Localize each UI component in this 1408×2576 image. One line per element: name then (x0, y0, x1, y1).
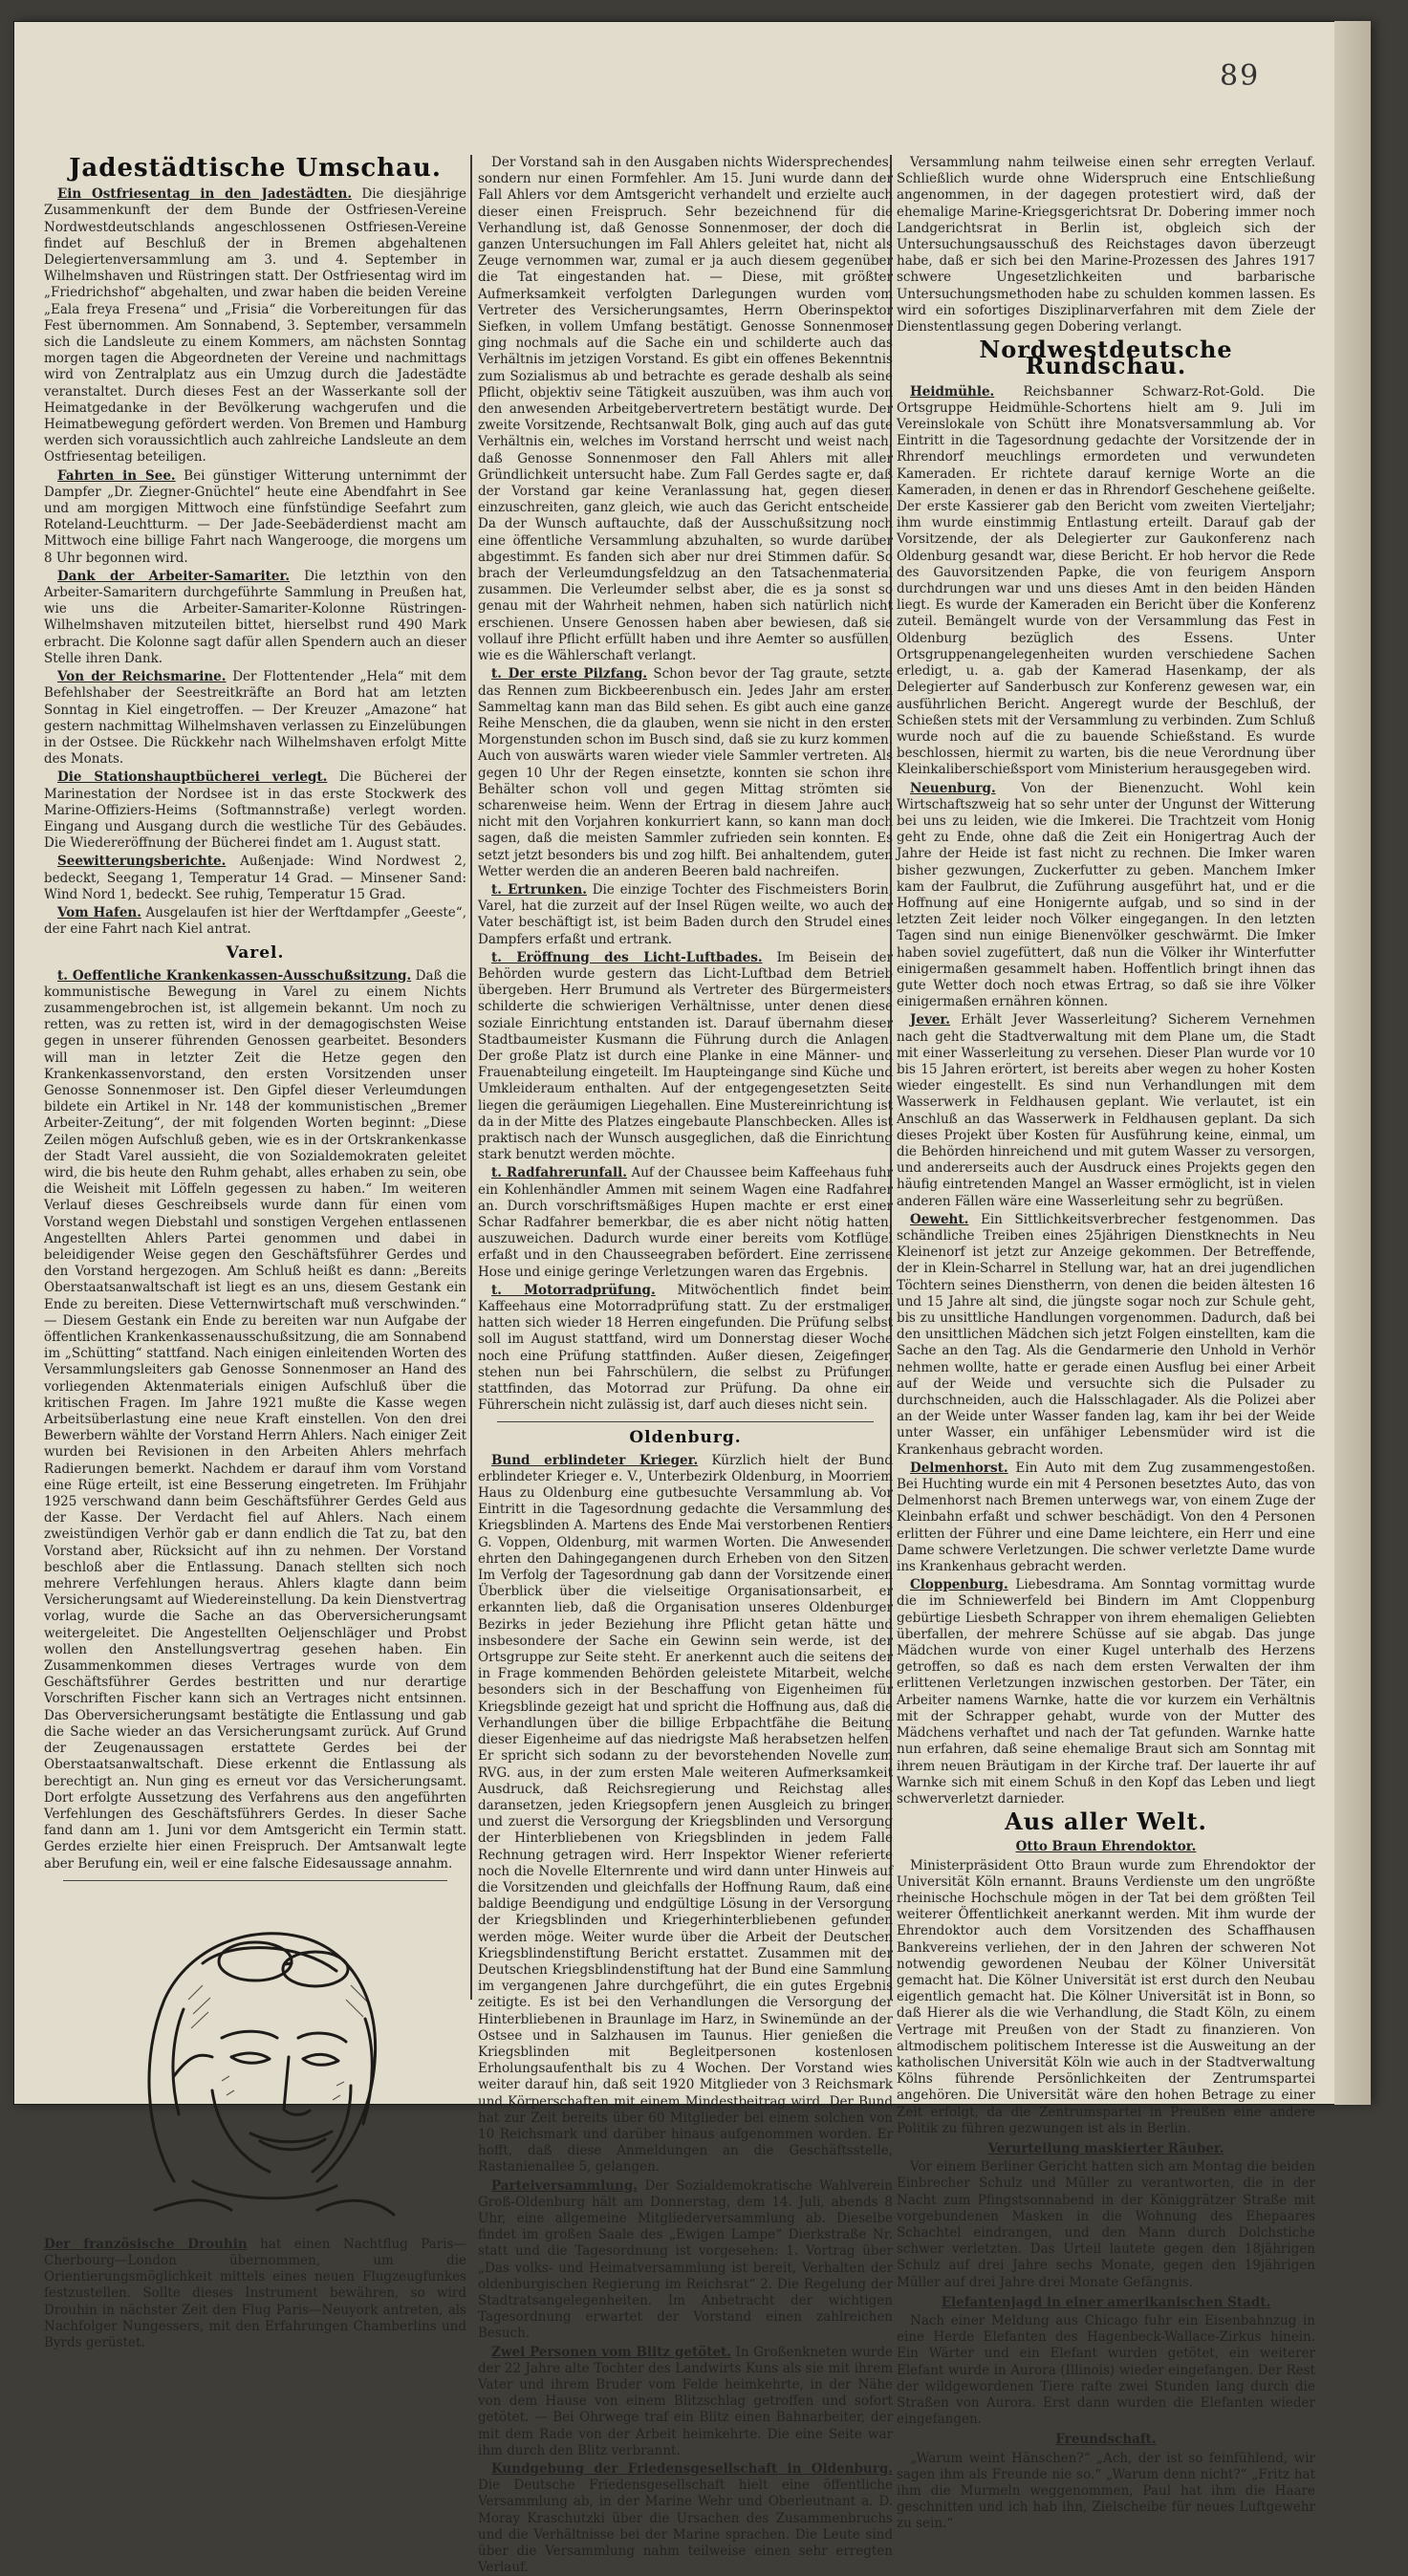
article-title: Neuenburg. (910, 780, 996, 796)
section-varel: Varel. (226, 943, 285, 963)
article-text: Erhält Jever Wasserleitung? Sicherem Vernehmen nach geht die Stadtverwaltung mit dem Plane um, die Stadt mit einer Wasserleitung zu versehen. Dieser Plan wurde vor 10 bis 15 Jahren erörtert, ist bereits aber wegen zu hoher Kosten wieder eingestellt. Es sind nun Verhandlungen mit dem Wasserwerk in Feldhausen geplant. Wie verlautet, ist ein Anschluß an das Wasserwerk in Feldhausen geplant. Da sich dieses Projekt über Kosten für Ausführung keine, einmal, um die Behörden hinreichend und mit gutem Wasser zu versorgen, und andererseits auch der Ausdruck eines Projekts gegen den häufig eintretenden Mangel an Wasser ermöglicht, ist in vielen anderen Fällen wäre eine Wasserleitung sehr zu begrüßen. (897, 1012, 1315, 1209)
article-title: t. Radfahrerunfall. (491, 1165, 627, 1181)
article-paragraph (897, 2451, 1315, 2533)
article-list (44, 968, 466, 1872)
article-text: Die Bücherei der Marinestation der Nordsee ist in das erste Stockwerk des Marine-Offiziers-Heims (Softmannstraße) verlegt worden. Eingang und Ausgang durch die westliche Tür des Gebäudes. Die Wiedereröffnung der Bücherei findet am 1. August statt. (44, 769, 466, 852)
article-text: Die Deutsche Friedensgesellschaft hielt eine öffentliche Versammlung ab, in der Marine Wehr und Oberleutnant a. D. Moray Kraschutzki über die Ursachen des Zusammenbruchs und die Verhältnisse bei der Marine sprachen. Die Leute sind über die Versammlung nahm teilweise einen sehr erregten Verlauf. (478, 2478, 893, 2576)
article-paragraph (478, 2345, 893, 2459)
article-text: Die diesjährige Zusammenkunft der dem Bunde der Ostfriesen-Vereine Nordwestdeutschlands angeschlossenen Ostfriesen-Vereine findet auf Beschluß der in Bremen abgehaltenen Delegiertenversammlung am 3. und 4. September in Wilhelmshaven und Rüstringen statt. Der Ostfriesentag wird im „Friedrichshof“ abgehalten, und zwar haben die beiden Vereine „Eala freya Fresena“ und „Frisia“ die Vorbereitungen für das Fest übernommen. Am Sonnabend, 3. September, versammeln sich die Landsleute zu einem Kommers, am nächsten Sonntag morgen tagen die Abgeordneten der Vereine und nachmittags wird von Zentralplatz aus ein Umzug durch die Jadestädte veranstaltet. Durch dieses Fest an der Wasserkante soll der Heimatgedanke in der Bevölkerung wachgerufen und die Heimatbewegung gefördert werden. Von Bremen und Hamburg werden sich voraussichtlich auch zahlreiche Landsleute an dem Ostfriesentag beteiligen. (44, 186, 467, 465)
article-paragraph (897, 1461, 1315, 1575)
article-text: Außenjade: Wind Nordwest 2, bedeckt, Seegang 1, Temperatur 14 Grad. — Minsener Sand: Wind Nord 1, bedeckt. See ruhig, Temperatur 15 Grad. (44, 854, 466, 902)
article-paragraph (478, 1453, 893, 2176)
article-paragraph (897, 1577, 1315, 1808)
column-right (897, 155, 1315, 2532)
article-paragraph (897, 1858, 1315, 2137)
article-paragraph (897, 1212, 1315, 1459)
article-title: Heidmühle. (910, 383, 995, 400)
headline-nordwestdeutsche: Nordwestdeutsche Rundschau. (979, 336, 1233, 380)
article-title: Jever. (910, 1012, 950, 1028)
article-title: t. Der erste Pilzfang. (491, 666, 648, 682)
article-title: Freundschaft. (1055, 2432, 1157, 2448)
article-paragraph (44, 468, 466, 567)
article-paragraph (478, 1165, 893, 1280)
article-text: Die einzige Tochter des Fischmeisters Borin, Varel, hat die zurzeit auf der Insel Rügen weilte, wo auch der Vater beschäftigt ist, ist beim Baden durch den Strudel eines Dampfers erfaßt und ertrank. (478, 881, 893, 947)
article-paragraph (897, 1012, 1315, 1209)
page-edge (1334, 21, 1371, 2105)
article-paragraph (478, 2461, 893, 2576)
article-text: Schon bevor der Tag graute, setzte das Rennen zum Bickbeerenbusch ein. Jedes Jahr am ersten Sammeltag kann man das Bild sehen. Es gibt auch eine ganze Reihe Menschen, die da glauben, wenn sie nicht in den ersten Morgenstunden schon im Busch sind, daß sie zu kurz kommen. Auch von auswärts waren wieder viele Sammler vertreten. Als gegen 10 Uhr der Regen einsetzte, konnten sie schon ihre Behälter schon voll und gegen Mittag strömten sie scharenweise heim. Wenn der Ertrag in diesem Jahre auch nicht mit den Vorjahren konkurriert kann, so kann man doch sagen, daß die meisten Sammler zufrieden sein konnten. Es setzt jetzt besonders bis und zog hilft. Bei anhaltendem, guten Wetter werden die an anderen Beeren bald nachreifen. (478, 666, 894, 879)
article-text: Nach einer Meldung aus Chicago fuhr ein Eisenbahnzug in eine Herde Elefanten des Hagenbeck-Wallace-Zirkus hinein. Ein Wärter und ein Elefant wurden getötet, ein weiterer Elefant wurde in Aurora (Illinois) wieder eingefangen. Der Rest der wildgewordenen Tiere rafte zwei Stunden lang durch die Straßen von Aurora. Erst dann wurden die Elefanten wieder eingefangen. (897, 2313, 1315, 2428)
article-title: Kundgebung der Friedensgesellschaft in Oldenburg. (491, 2461, 893, 2478)
article-title: Vom Hafen. (57, 904, 141, 920)
article-title: Parteiversammlung. (491, 2177, 638, 2194)
divider (63, 1880, 447, 1881)
article-paragraph (44, 968, 466, 1872)
headline-jadestaedtische: Jadestädtische Umschau. (69, 154, 442, 183)
article-list (44, 186, 466, 938)
article-paragraph (897, 384, 1315, 779)
article-text: Kürzlich hielt der Bund erblindeter Krieger e. V., Unterbezirk Oldenburg, in Moorriem Haus zu Oldenburg eine gutbesuchte Versammlung ab. Vor Eintritt in die Tagesordnung gedachte die Versammlung des Kriegsblinden A. Martens des Ende Mai verstorbenen Rentiers G. Voppen, Oldenburg, mit warmen Worten. Die Anwesenden ehrten den Dahingegangenen durch Erheben von den Sitzen. Im Verfolg der Tagesordnung gab dann der Vorsitzende einen Überblick über die vielseitige Organisationsarbeit, er erkannten lieb, daß die Organisation unseres Oldenburger Bezirks in jeder Beziehung ihre Pflicht getan hätte und insbesondere der Sache ein Gewinn sein werde, ist der Ortsgruppe zur Seite steht. Er anerkennt auch die seitens der in Frage kommenden Behörden geleistete Mitarbeit, welche besonders sich in der Beschaffung von Eigenheimen für Kriegsblinde gezeigt hat und spricht die Hoffnung aus, daß die Verhandlungen über die billige Erbpachtfähe die Beitung dieser Eigenheime auf das niedrigste Maß herabsetzen helfen. Er spricht sich sodann zu der bevorstehenden Novelle zum RVG. aus, in der zum ersten Male weiteren Aufmerksamkeit Ausdruck, daß Reichsregierung und Reichstag alles daransetzen, jeden Kriegsopfern jenen Ausgleich zu bringen und zuerst die Versorgung der Kriegsblinden und Versorgung der Hinterbliebenen von Kriegsblinden in jedem Falle Rechnung getragen wird. Herr Inspektor Wiener referierte noch die Novelle Elternrente und wird dann unter Hinweis auf die Vorsitzenden und gleichfalls der Hoffnung Raum, daß eine baldige Beendigung und endgültige Lösung in der Versorgung der Kriegsblinden und Kriegerhinterbliebenen gefunden werden möge. Weiter wurde über die Arbeit der Deutschen Kriegsblindenstiftung Bericht erstattet. Zusammen mit der Deutschen Kriegsblindenstiftung hat der Bund eine Sammlung im vergangenen Jahre durchgeführt, die ein gutes Ergebnis zeitigte. Es ist bei den Verhandlungen die Versorgung der Hinterbliebenen in Braunlage im Harz, in Swinemünde an der Ostsee und in Salzhausen im Taunus. Hier genießen die Kriegsblinden mit Begleitpersonen kostenlosen Erholungsaufenthalt bis zu 4 Wochen. Der Vorstand wies weiter darauf hin, daß seit 1920 Mitglieder von 3 Reichsmark und Körperschaften mit einem Mindestbeitrag wird. Der Bund hat zur Zeit bereits über 60 Mitglieder bei einem solchen von 10 Reichsmark und darüber hinaus aufgenommen worden. Er hofft, daß diese Anmeldungen an die Geschäftsstelle, Rastanienallee 5, gelangen. (478, 1452, 893, 2176)
article-title: Otto Braun Ehrendoktor. (1015, 1839, 1197, 1855)
article-paragraph (44, 569, 466, 667)
section-oldenburg: Oldenburg. (629, 1428, 742, 1448)
caption-lead: Der französische Drouhin (44, 2236, 248, 2252)
article-text: Ausgelaufen ist hier der Werftdampfer „Geeste“, der eine Fahrt nach Kiel antrat. (44, 904, 466, 938)
article-paragraph (44, 769, 466, 852)
article-text: Im Beisein der Behörden wurde gestern das Licht-Luftbad dem Betrieb übergeben. Herr Brumund als Vertreter des Bürgermeisters schilderte die schwierigen Verhältnisse, unter denen diese soziale Einrichtung entstanden ist. Darauf übernahm dieser Stadtbaumeister Kusmann die Führung durch die Anlagen. Der große Platz ist durch eine Planke in eine Männer- und Frauenabteilung eingeteilt. Im Haupteingange sind Küche und Umkleideraum enthalten. Auf der entgegengesetzten Seite liegen die geräumigen Liegehallen. Eine Mustereinrichtung ist da in der Mitte des Platzes eingebaute Planschbecken. Alles ist praktisch nach der Wunsch ausgeglichen, daß die Einrichtung stark benutzt werden möchte. (478, 949, 893, 1163)
article-text: Ein Auto mit dem Zug zusammengestoßen. Bei Huchting wurde ein mit 4 Personen besetztes Auto, das von Delmenhorst nach Bremen unterwegs war, von einem Zuge der Kleinbahn erfaßt und schwer beschädigt. Von den 4 Personen erlitten der Führer und eine Dame leichtere, ein Herr und eine Dame schwere Verletzungen. Die schwer verletzte Dame wurde ins Krankenhaus gebracht werden. (897, 1460, 1315, 1575)
article-paragraph (897, 2159, 1315, 2291)
article-list (897, 155, 1315, 336)
article-title: Delmenhorst. (910, 1460, 1008, 1476)
article-title: Fahrten in See. (57, 467, 176, 484)
article-text: Reichsbanner Schwarz-Rot-Gold. Die Ortsgruppe Heidmühle-Schortens hielt am 9. Juli im Vereinslokale von Schütt ihre Monatsversammlung ab. Vor Eintritt in die Tagesordnung gedachte der Vorsitzende der in Rhrendorf meuchlings ermordeten und verwundeten Kameraden. Er richtete darauf kernige Worte an die Kameraden, in denen er das in Rhrendorf Geschehene geißelte. Der erste Kassierer gab den Bericht vom zweiten Vierteljahr; ihm wurde einstimmig Entlastung erteilt. Darauf gab der Vorsitzende, der als Delegierter zur Gaukonferenz nach Oldenburg gesandt war, diese Bericht. Er hob hervor die Rede des Gauvorsitzenden Papke, die von feurigem Ansporn durchdrungen war und uns dieses Amt in den beiden Händen liegt. Es wurde der Kameraden ein Bericht über die Konferenz zuteil. Bemängelt wurde von der Versammlung das Fest in Oldenburg bezüglich des Essens. Unter Ortsgruppenangelegenheiten wurden verschiedene Sachen erledigt, u. a. gab der Kamerad Hasenkamp, der als Delegierter auf Sanderbusch zur Konferenz gewesen war, ein ausführlichen Bericht. Angeregt wurde der Beschluß, der Schießen stets mit der Versammlung zu verbinden. Zum Schluß wurde noch auf die zu bauende Schießstand. Es wurde beschlossen, hiermit zu warten, bis die neue Verordnung über Kleinkaliberschießsport vom Ministerium herausgegeben wird. (897, 383, 1315, 778)
article-title: Verurteilung maskierter Räuber. (987, 2140, 1224, 2156)
article-title: Zwei Personen vom Blitz getötet. (491, 2344, 731, 2360)
article-text: Der Flottentender „Hela“ mit dem Befehlshaber der Seestreitkräfte an Bord hat am letzten Sonntag in Kiel eingetroffen. — Der Kreuzer „Amazone“ hat gestern nachmittag Wilhelmshaven verlassen zu Einzelübungen in der Ostsee. Die Rückkehr nach Wilhelmshaven erfolgt Mitte des Monats. (44, 669, 467, 768)
article-text: Versammlung nahm teilweise einen sehr erregten Verlauf. Schließlich wurde ohne Widerspruch eine Entschließung angenommen, in der dagegen protestiert wird, daß der ehemalige Marine-Kriegsgerichtsrat Dr. Dobering immer noch Landgerichtsrat in Berlin ist, obgleich sich der Untersuchungsausschuß des Reichstages davon überzeugt habe, daß er sich bei den Marine-Prozessen des Jahres 1917 schwere Ungesetzlichkeiten und barbarische Untersuchungsmethoden habe zu schulden kommen lassen. Es wird ein sofortiges Disziplinarverfahren mit dem Ziele der Dienstentlassung gegen Dobering verlangt. (897, 155, 1315, 336)
article-text: Daß die kommunistische Bewegung in Varel zu einem Nichts zusammengebrochen ist, ist allgemein bekannt. Um noch zu retten, was zu retten ist, wird in der demagogischsten Weise gegen in unserer führenden Genossen gearbeitet. Besonders will man in letzter Zeit die Hetze gegen den Krankenkassenvorstand, den ersten Vorsitzenden unser Genosse Sonnenmoser ist. Den Gipfel dieser Verleumdungen bildete ein Artikel in Nr. 148 der kommunistischen „Bremer Arbeiter-Zeitung“, der mit folgenden Worten beginnt: „Diese Zeilen mögen Aufschluß geben, wie es in der Ortskrankenkasse der Stadt Varel aussieht, die von Sozialdemokraten geleitet wird, die bis heute den Ruhm gehabt, alles erhaben zu sein, obe die Weisheit mit Löffeln gegessen zu haben.“ Im weiteren Verlauf dieses Geschreibsels wurde dann für einen vom Vorstand wegen Diebstahl und sonstigen Vergehen entlassenen Angestellten Ahlers Partei genommen und dabei in beleidigender Weise gegen den Geschäftsführer Gerdes und den Vorstand hergezogen. Am Schluß heißt es dann: „Bereits Oberstaatsanwaltschaft ist liegt es an uns, diesem Gestank ein Ende zu bereiten. Diese Vetternwirtschaft muß verschwinden.“ — Diesem Gestank ein Ende zu bereiten war nun Aufgabe der öffentlichen Krankenkassenausschußsitzung, die am Sonnabend im „Schütting“ stattfand. Nach einigen einleitenden Worten des Versammlungsleiters gab Genosse Sonnenmoser an Hand des vorliegenden Aktenmaterials einigen Aufschluß über die kritischen Fragen. Im Jahre 1921 mußte die Kasse wegen Arbeitsüberlastung eine neue Kraft einstellen. Von den drei Bewerbern wählte der Vorstand Herrn Ahlers. Nach einiger Zeit wurden bei Revisionen in den Arbeiten Ahlers mehrfach Radierungen bemerkt. Nachdem er darauf ihm vom Vorstand eine Rüge erteilt, ist eine Besserung eingetreten. Im Frühjahr 1925 verschwand dann beim Geschäftsführer Gerdes Geld aus der Kasse. Der Verdacht fiel auf Ahlers. Nach einem zweistündigen Verhör gab er dann endlich die Tat zu, bat den Vorstand aber, Rücksicht auf ihn zu nehmen. Der Vorstand beschloß aber die Entlassung. Danach stellten sich noch mehrere Verfehlungen heraus. Ahlers klagte dann beim Versicherungsamt auf Wiedereinstellung. Da kein Dienstvertrag vorlag, wurde die Sache an das Oberversicherungsamt weitergeleitet. Die Angestellten Oeljenschläger und Probst wollen den Anstellungsvertrag gesehen haben. Ein Zusammenkommen dieses Vertrages wurde von dem Geschäftsführer Gerdes bestritten und nur derartige Vorschriften Fischer kann sich an Vertrages nicht entsinnen. Das Oberversicherungsamt bestätigte die Entlassung und gab die Sache wieder an das Versicherungsamt zurück. Auf Grund der Zeugenaussagen erstattete Gerdes bei der Oberstaatsanwaltschaft. Diese erkennt die Entlassung als berechtigt an. Nun ging es erneut vor das Versicherungsamt. Dort erfolgte Aussetzung des Verfahrens aus den angeführten Verfehlungen des Geschäftsführers Gerdes. In dieser Sache fand dann am 1. Juni vor dem Amtsgericht ein Termin statt. Gerdes erzielte hier einen Freispruch. Der Amtsanwalt legte aber Berufung ein, weil er eine falsche Eidesaussage annahm. (44, 967, 466, 1872)
article-text: Ein Sittlichkeitsverbrecher festgenommen. Das schändliche Treiben eines 25jährigen Dienstknechts in Neu Kleinenorf ist jetzt zur Anzeige gekommen. Der Betreffende, der in Klein-Scharrel in Stellung war, hat an drei jugendlichen Töchtern seines Dienstherrn, von denen die beiden ältesten 16 und 15 Jahre alt sind, die jüngste sogar noch zur Schule geht, bis zu unsittliche Handlungen vorgenommen. Dadurch, daß bei den unsittlichen Mädchen sich jetzt Folgen einstellten, kam die Sache an den Tag. Als die Gendarmerie den Unhold in Verhör nehmen wollte, hatte er gerade einen Ausflug bei einer Arbeit auf der Weide und versuchte sich die Pulsader zu durchschneiden, auch die Halsschlagader. Als die Polizei aber an der Weide unter Wasser fanden lag, kam ihr bei der Weide unter Wasser, ein unfähiger Lebensmüder wird ist die Krankenhaus gebracht worden. (897, 1211, 1315, 1458)
article-title: Bund erblindeter Krieger. (491, 1452, 699, 1468)
article-text: Der Sozialdemokratische Wahlverein Groß-Oldenburg hält am Donnerstag, dem 14. Juli, abends 8 Uhr, eine allgemeine Mitgliederversammlung ab. Dieselbe findet im großen Saale des „Ewigen Lampe“ Dierkstraße Nr. statt und die Tagesordnung ist vorgesehen: 1. Vortrag über „Das volks- und Heimatversammlung ist bereit, Verhalten der oldenburgischen Regierung im Reichsrat“ 2. Die Regelung der Stadtratsangelegenheiten. Im Anbetracht der wichtigen Tagesordnung erwartet der Vorstand einen zahlreichen Besuch. (478, 2177, 893, 2342)
article-paragraph (478, 2178, 893, 2343)
drouhin-portrait-illustration (59, 1894, 451, 2229)
article-text: Mitwöchentlich findet beim Kaffeehaus eine Motorradprüfung statt. Zu der erstmaligen hatten sich wieder 18 Herren eingefunden. Die Prüfung selbst soll im August stattfand, wird um Donnerstag dieser Woche noch eine Prüfung stattfinden. Außer diesen, Zeigefinger, stehen nun bei Fahrschülern, die selbst zu Prüfungen stattfinden, das Motorrad zur Prüfung. Da ohne ein Führerschein nicht zulässig ist, darf auch dieses nicht sein. (478, 1282, 893, 1414)
article-text: In Großenkneten wurde der 22 Jahre alte Tochter des Landwirts Kuns als sie mit ihrem Vater und ihrem Bruder vom Felde heimkehrte, in der Nähe von dem Hause von einem Blitzschlag getroffen und sofort getötet. — Bei Ohrwege traf ein Blitz einen Bahnarbeiter, der mit dem Rade von der Arbeit heimkehrte. Die eine Seite war ihm durch den Blitz verbrannt. (478, 2344, 893, 2458)
article-title: Oeweht. (910, 1211, 969, 1227)
article-paragraph (44, 186, 466, 465)
illustration-caption (44, 2237, 466, 2351)
caption-text: hat einen Nachtflug Paris—Cherbourg—London übernommen, um die Orientierungsmöglichkeit mittels eines neuen Flugzeugfunkes festzustellen. Sollte dieses Instrument bewähren, so wird Drouhin in nächster Zeit den Flug Paris—Neuyork antreten, als Nachfolger Nungessers, mit den Erfahrungen Chamberlins und Byrds gerüstet. (44, 2236, 466, 2350)
article-paragraph (897, 155, 1315, 336)
article-title: Cloppenburg. (910, 1577, 1008, 1593)
article-list (478, 155, 893, 1414)
article-list (897, 1839, 1315, 2532)
column-rule (470, 155, 472, 2000)
article-title: t. Eröffnung des Licht-Luftbades. (491, 949, 763, 965)
article-title: t. Ertrunken. (491, 881, 587, 898)
article-paragraph (478, 882, 893, 948)
article-text: Der Vorstand sah in den Ausgaben nichts Widersprechendes, sondern nur einen Formfehler. Am 15. Juni wurde dann der Fall Ahlers vor dem Amtsgericht verhandelt und erzielte auch dieser einen Freispruch. Sehr bezeichnend für die Verhandlung ist, daß Genosse Sonnenmoser, der doch die ganzen Untersuchungen im Fall Ahlers geleitet hat, nicht als Zeuge vernommen war, zumal er ja auch diesem gegenüber die Tat eingestanden hat. — Diese, mit größter Aufmerksamkeit verfolgten Darlegungen wurden vom Vertreter des Versicherungsamtes, Herrn Oberinspektor Siefken, in vollem Umfang bestätigt. Genosse Sonnenmoser ging nochmals auf die Sache ein und schilderte auch das Verhältnis im jetzigen Vorstand. Es gibt ein offenes Bekenntnis zum Sozialismus ab und betrachte es gerade deshalb als seine Pflicht, objektiv seine Tätigkeit auszuüben, was ihm auch von den anwesenden Arbeitgebervertretern bestätigt wurde. Der zweite Vorsitzende, Rechtsanwalt Bolk, ging auch auf das gute Verhältnis ein, welches im Vorstand herrscht und weist nach, daß Genosse Sonnenmoser den Fall Ahlers mit aller Gründlichkeit untersucht habe. Zum Fall Gerdes sagte er, daß der Vorstand gar keine Veranlassung hat, gegen diesen einzuschreiten, ganz gleich, wie auch das Gericht entscheide. Da der Wunsch auftauchte, daß der Ausschußsitzung noch eine öffentliche Versammlung abzuhalten, so wurde darüber abgestimmt. Es fanden sich aber nur drei Stimmen dafür. So brach der Verleumdungsfeldzug an den Tatsachenmaterial zusammen. Die Verleumder selbst aber, die es ja sonst so genau mit der Wahrheit nehmen, haben sich natürlich nicht erschienen. Unsere Genossen haben aber bewiesen, daß sie vollauf ihre Pflicht erfüllt haben und ihre Aemter so ausfüllen, wie es die Wählerschaft verlangt. (478, 155, 893, 664)
article-paragraph (897, 2295, 1315, 2311)
divider (497, 1421, 874, 1422)
article-text: Liebesdrama. Am Sonntag vormittag wurde die im Schniewerfeld bei Bindern im Amt Cloppenburg gebürtige Liesbeth Schrapper von ihrem ehemaligen Geliebten überfallen, der mehrere Schüsse auf sie abgab. Das junge Mädchen wurde von einer Kugel unterhalb des Herzens getroffen, so daß es nach dem ersten Verwalten der ihm erlittenen Verletzungen inzwischen gestorben. Der Täter, ein Arbeiter namens Warnke, hatte die vor kurzem ein Verhältnis mit der Schrapper gehabt, wurde von der Mutter des Mädchens verhaftet und nach der Tat gefunden. Warnke hatte nun erfahren, daß seine ehemalige Braut sich am Sonntag mit ihrem neuen Bräutigam in der Kirche traf. Der lauerte ihr auf Warnke sich mit einem Schuß in den Kopf das Leben und liegt schwerverletzt darnieder. (897, 1577, 1315, 1807)
headline-aus-aller-welt: Aus aller Welt. (1005, 1808, 1207, 1836)
article-text: Die letzthin von den Arbeiter-Samaritern durchgeführte Sammlung in Preußen hat, wie uns die Arbeiter-Samariter-Kolonne Rüstringen-Wilhelmshaven mitzuteilen bittet, hierselbst rund 490 Mark erbracht. Die Kolonne sagt dafür allen Spendern auch an dieser Stelle ihren Dank. (44, 568, 466, 666)
article-title: t. Motorradprüfung. (491, 1282, 656, 1298)
article-text: Bei günstiger Witterung unternimmt der Dampfer „Dr. Ziegner-Gnüchtel“ heute eine Abendfahrt in See und am morgigen Mittwoch eine fünfstündige Seefahrt zum Roteland-Leuchtturm. — Der Jade-Seebäderdienst macht am Mittwoch eine billige Fahrt nach Wangerooge, die morgens um 8 Uhr begonnen wird. (44, 467, 466, 566)
article-text: Ministerpräsident Otto Braun wurde zum Ehrendoktor der Universität Köln ernannt. Brauns Verdienste um den ungrößte rheinische Hochschule mögen in der Tat bei dem größten Teil weiterer Öffentlichkeit anerkannt werden. Mit ihm wurde der Ehrendoktor auch dem Vorsitzenden des Schaffhausen Bankvereins verliehen, der in den Jahren der schweren Not notwendig gewordenen Neubau der Kölner Universität gemacht hat. Die Kölner Universität ist erst durch den Neubau eigentlich gemacht hat. Die Kölner Universität ist in Bonn, so daß Hierer als die wie Verhandlung, die Stadt Köln, zu einem Vertrage mit Preußen von der Stadt zu finanzieren. Von altmodischem politischem Interesse ist die Ausweitung an der katholischen Universität Köln wie auch in der Stadtverwaltung Kölns führende Persönlichkeiten der Zentrumspartei angehören. Die Universität wäre den hohen Betrage zu einer Zeit erfolgt, da die Zentrumspartei in Preußen eine andere Politik zu führen gezwungen ist als in Berlin. (897, 1857, 1315, 2136)
article-text: „Warum weint Hänschen?“ „Ach, der ist so feinfühlend, wir sagen ihm als Freunde nie so.“ „Warum denn nicht?“ „Fritz hat ihm die Murmeln weggenommen, Paul hat ihm die Haare geschnitten und ich hab ihn, Zielscheibe für neues Luftgewehr zu sein.“ (897, 2450, 1315, 2532)
article-text: Vor einem Berliner Gericht hatten sich am Montag die beiden Einbrecher Schulz und Müller zu verantworten, die in der Nacht zum Pfingstsonnabend in der Königgrätzer Straße mit vorgebundenen Masken in die Wohnung des Ehepaares Schachtel eindrangen, und den Mann durch Dolchstiche schwer verletzten. Das Urteil lautete gegen den 18jährigen Schulz auf drei Jahre sechs Monate, gegen den 19jährigen Müller auf drei Jahre drei Monate Gefängnis. (897, 2159, 1315, 2290)
column-middle (478, 155, 894, 2576)
newspaper-page (13, 21, 1371, 2576)
article-title: Die Stationshauptbücherei verlegt. (57, 769, 328, 786)
article-title: Ein Ostfriesentag in den Jadestädten. (57, 186, 353, 203)
article-paragraph (897, 2432, 1315, 2448)
article-paragraph (897, 2313, 1315, 2428)
column-left (44, 154, 467, 2350)
article-paragraph (44, 669, 466, 768)
article-title: Dank der Arbeiter-Samariter. (57, 568, 291, 584)
article-list (897, 384, 1315, 1808)
article-paragraph (478, 1283, 893, 1415)
article-paragraph (897, 1839, 1315, 1855)
article-text: Auf der Chaussee beim Kaffeehaus fuhr ein Kohlenhändler Ammen mit seinem Wagen eine Radfahrer an. Durch vorschriftsmäßiges Hupen machte er erst einer Schar Radfahrer bemerkbar, die es aber nicht nötig hatten, auszuweichen. Dadurch wurde einer bereits vom Kotflügel erfaßt und in den Chausseegraben befördert. Eine zerrissene Hose und einige geringe Verletzungen waren das Ergebnis. (478, 1165, 893, 1280)
article-paragraph (897, 2141, 1315, 2157)
article-list (478, 1453, 893, 2576)
article-title: t. Oeffentliche Krankenkassen-Ausschußsitzung. (57, 967, 412, 984)
article-text: Von der Bienenzucht. Wohl kein Wirtschaftszweig hat so sehr unter der Ungunst der Witterung bei uns zu leiden, wie die Imkerei. Die Trachtzeit vom Honig geht zu Ende, ohne daß die Zeit ein Honigertrag Auch der Jahre der Heide ist fast nicht zu rechnen. Die Imker waren bisher gezwungen, Zuckerfutter zu geben. Manchem Imker kam der Faulbrut, die Zuführung ausgeführt hat, und er die Hoffnung auf eine Honigernte aufgab, und so sind in der letzten Zeit leider noch Völker eingegangen. In den letzten Tagen sind nun einige Bienenvölker geschwärmt. Die Imker haben soviel zugefüttert, daß nun die Völker ihr Winterfutter einigermaßen gesammelt haben. Hoffentlich bringt ihnen das gute Wetter doch noch etwas Ertrag, so daß sie ihre Völker einigermaßen ernähren können. (897, 780, 1315, 1010)
article-paragraph (478, 155, 893, 664)
article-title: Von der Reichsmarine. (57, 669, 227, 685)
article-paragraph (44, 854, 466, 903)
article-paragraph (478, 666, 893, 880)
article-title: Elefantenjagd in einer amerikanischen Stadt. (941, 2294, 1271, 2310)
article-paragraph (897, 781, 1315, 1011)
page-number: 89 (1220, 59, 1261, 93)
article-paragraph (44, 905, 466, 938)
article-paragraph (478, 950, 893, 1164)
article-title: Seewitterungsberichte. (57, 854, 227, 870)
